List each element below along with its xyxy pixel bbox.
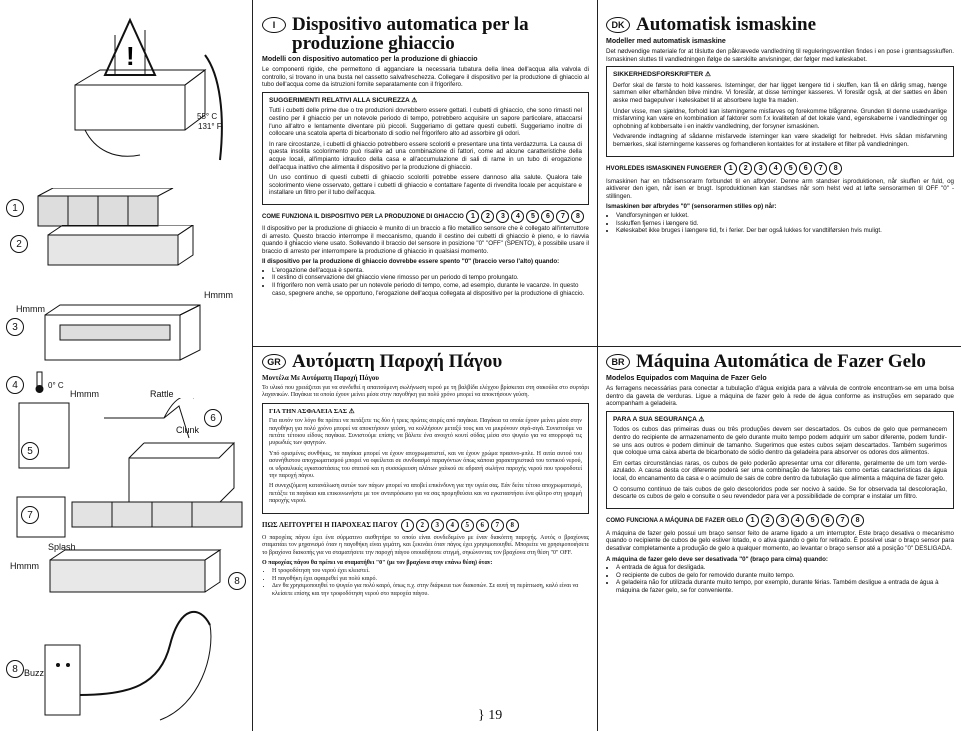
danish-intro: Det nødvendige materiale for at tilslutte den påkrævede vandledning til reguleringsventilen findes i en pose i grøntsagsskuffen. Ismaskinen sluttes til vandledningen ifølge de særskilte anvisninger, der følger med køleskabet.: [606, 48, 954, 63]
italian-language-badge: I: [262, 17, 286, 33]
circle-2: 2: [739, 162, 752, 175]
circle-3: 3: [754, 162, 767, 175]
list-item: • A geladeira não for utilizada durante muito tempo, por exemplo, durante férias. Também desligue a entrada de água à máquina de fazer gelo, se for conveniente.: [616, 579, 954, 594]
hmmm-label-2: Hmmm: [16, 304, 45, 314]
portuguese-safety-p2: Em certas circunstâncias raras, os cubos de gelo poderão apresentar uma cor diferente, geralmente de um tom verde-azulado. A causa desta cor diferente poderá ser uma combinação de fatores tais como certas características da água local, do encanamento da casa e o acúmulo de sais de cobre dentro da tubulação que alimenta a máquina de fazer gelo.: [613, 459, 947, 482]
greek-safety-title: ΓΙΑ ΤΗΝ ΑΣΦΑΛΕΙΑ ΣΑΣ: [269, 407, 348, 415]
icemaker-bin-illustration: [12, 492, 247, 547]
danish-safety-p2: Under visse, men sjældne, forhold kan isterningerne misfarves og forekomme blågrønne. Grunden til denne usædvanlige misfarvning kan være en kombination af faktorer som f.x kvaliteten af det lokale vand, egenskaberne i vandledninger og ophobning af kobbersalte i en inaktiv vandledning, der forsyner ismaskinen.: [613, 107, 947, 130]
list-item: • L'erogazione dell'acqua è spenta.: [272, 267, 589, 275]
warning-icon: ⚠: [411, 96, 418, 104]
portuguese-safety-box: [606, 411, 954, 509]
hmmm-label-3: Hmmm: [70, 389, 99, 399]
svg-text:!: !: [126, 41, 135, 71]
step-1-marker: 1: [6, 199, 24, 217]
divider-right: [597, 0, 598, 731]
portuguese-title-row: [606, 352, 954, 371]
cold-temp: 0° C: [48, 381, 64, 390]
hmmm-label-4: Hmmm: [10, 561, 39, 571]
portuguese-section: [606, 352, 954, 712]
step-2-marker: 2: [10, 235, 28, 253]
danish-step-circles: [723, 162, 842, 175]
step-8-marker-2: 8: [6, 660, 24, 678]
greek-safety-p3: Η συνεχιζόμενη κατανάλωση αυτών των πάγων μπορεί να αποβεί επικίνδυνη για την υγεία σας. Εάν δείτε τέτοιο αποχρωματισμό, πετάξτε τα παγάκια και επικοινωνήστε με τον αντιπρόσωπο για να σας προμηθεύσει και να εγκαταστήσει ένα φίλτρο στη γραμμή παροχής νερού.: [269, 483, 582, 505]
buzz-label: Buzz: [24, 668, 45, 678]
icemaker-tray-illustration-2: [38, 225, 198, 275]
circle-7: 7: [836, 514, 849, 527]
circle-7: 7: [814, 162, 827, 175]
list-item: • Δεν θα χρησιμοποιηθεί το ψυγείο για πολύ καιρό, όπως π.χ. στην διάρκεια των διακοπών. Σε αυτή τη περίπτωση, καλό είναι να κλείσετε επίσης και την τροφοδότηση νερού στο παροχέα πάγου.: [272, 583, 589, 598]
portuguese-safety-p1: Todos os cubos das primeiras duas ou três produções devem ser descartados. Os cubos de gelo que permanecem dentro do recipiente de armazenamento de gelo durante muito tempo podem adquirir um sabor diferente, podem fundir-se uns aos outros e podem diminuir de tamanho. Sugerimos que estes cubos sejam descartados. Também sugerimos que coloque uma caixa aberta de bicarbonato de sódio dentro da geladeira para absorver os odores dos alimentos.: [613, 426, 947, 457]
list-item: • Il frigorifero non verrà usato per un notevole periodo di tempo, come, ad esempio, durante le vacanze. In questo caso, spegnere anche, se opportuno, l'erogazione dell'acqua collegata al dispositivo per la produzione di ghiaccio.: [272, 282, 589, 297]
warning-icon: ⚠: [704, 71, 711, 79]
greek-safety-box: [262, 403, 589, 514]
page-number: [478, 708, 502, 724]
italian-safety-p1: Tutti i cubetti delle prime due o tre produzioni dovrebbero essere gettati. I cubetti di ghiaccio, che sono rimasti nel cestino per il ghiaccio per un notevole periodo di tempo, potrebbero acquisire un sapore particolare, attaccarsi l'uno all'altro e lentamente diventare più piccoli. Suggeriamo di gettare questi cubetti. Suggeriamo inoltre di collocare una scatola aperta di bicarbonato di sodio nel frigorifero alto ad assorbire gli odori.: [269, 107, 582, 138]
greek-safety-p1: Για αυτόν τον λόγο θα πρέπει να πετάξετε τις δύο ή τρεις πρώτες σειρές από παγάκια. Παγάκια τα οποία έχουν μείνει μέσα στην παγοθήκη για πολύ χρόνο μπορεί να αποκτήσουν γεύση, να κολλήσουν μεταξύ τους και να μικρύνουν σιγά-σιγά. Συνιστούμε να πετάτε τέτοιου είδους παγάκια. Συνιστούμε επίσης να βάλετε ένα ανοιχτό κουτί σόδας μέσα στο ψυγείο για να απορροφά τις μυρωδιές των φαγητών.: [269, 418, 582, 447]
greek-step-circles: [400, 519, 519, 532]
illustrations-panel: [0, 0, 252, 731]
list-item: • Η παγοθήκη έχει αφαιρεθεί για πολύ καιρό.: [272, 576, 589, 583]
circle-5: 5: [461, 519, 474, 532]
italian-title-line1: Dispositivo automatica per la: [292, 15, 529, 35]
greek-off-heading: Ο παροχέας πάγου θα πρέπει να σταματήθει "0" (με τον βραχίονα στην επάνω θέση) όταν:: [262, 559, 493, 566]
circle-4: 4: [511, 210, 524, 223]
warning-icon: ⚠: [698, 415, 705, 423]
circle-2: 2: [416, 519, 429, 532]
circle-1: 1: [466, 210, 479, 223]
circle-1: 1: [724, 162, 737, 175]
greek-off-list: [262, 568, 589, 598]
list-item: • Η τροφοδότηση του νερού έχει κλειστεί.: [272, 568, 589, 575]
divider-left: [252, 0, 253, 731]
portuguese-safety-p3: O consumo contínuo de tais cubos de gelo descoloridos pode ser nocivo à saúde. Se for observada tal descoloração, descarte os cubos de gelo e consulte o seu revendedor para ver a possibilidade de comprar e instalar um filtro.: [613, 485, 947, 501]
italian-title: [262, 15, 589, 53]
italian-safety-p3: Un uso continuo di questi cubetti di ghiaccio scoloriti potrebbe essere dannoso alla salute. Qualora tale scolorimento viene osservato, gettare i cubetti di ghiaccio e contattare l'agente di rivendita locale per acquistare e installare un filtro per il tubo dell'acqua.: [269, 174, 582, 197]
circle-7: 7: [491, 519, 504, 532]
circle-5: 5: [526, 210, 539, 223]
greek-language-badge: GR: [262, 354, 286, 370]
circle-2: 2: [761, 514, 774, 527]
list-item: • Il cestino di conservazione del ghiaccio viene rimosso per un periodo di tempo prolungato.: [272, 274, 589, 282]
step-7-marker: 7: [21, 506, 39, 524]
page-number-value: 19: [488, 708, 503, 723]
italian-models-heading: Modelli con dispositivo automatico per la produzione di ghiaccio: [262, 56, 478, 63]
portuguese-title: Máquina Automática de Fazer Gelo: [636, 352, 926, 372]
portuguese-off-heading: A máquina de fazer gelo deve ser desativada "0" (braço para cima) quando:: [606, 555, 828, 563]
warm-temp-f: 131° F: [198, 122, 222, 131]
circle-1: 1: [401, 519, 414, 532]
warning-hot-water-illustration: [55, 15, 245, 170]
portuguese-intro: As ferragens necessárias para conectar a tubulação d'água exigida para a válvula de controle encontram-se em uma bolsa dentro da gaveta de verduras. Ligue a máquina de fazer gelo à rede de água conforme as instruções em separado que acompanham a geladeira.: [606, 385, 954, 408]
circle-1: 1: [746, 514, 759, 527]
circle-4: 4: [791, 514, 804, 527]
circle-4: 4: [446, 519, 459, 532]
greek-section: [262, 352, 589, 712]
italian-safety-p2: In rare circostanze, i cubetti di ghiaccio potrebbero essere scoloriti e presentare una tinta verdazzurra. La causa di questa insolita scolorimento può risalire ad una combinazione di fattori, come ad alcune caratteristiche della acque locali, all'impianto idraulico della casa e all'accumulazione di sali di rame in un tubo di erogazione dell'acqua inattivo che alimenta il dispositivo per la produzione di ghiaccio.: [269, 140, 582, 171]
list-item: • Isskuffen fjernes i længere tid.: [616, 220, 954, 228]
portuguese-off-list: [606, 564, 954, 594]
italian-title-line2: produzione ghiaccio: [292, 33, 455, 54]
danish-how-heading: HVORLEDES ISMASKINEN FUNGERER: [606, 164, 722, 172]
portuguese-safety-title: PARA A SUA SEGURANÇA: [613, 415, 697, 423]
italian-off-list: [262, 267, 589, 297]
danish-safety-box: [606, 66, 954, 156]
danish-safety-p3: Vedvarende indtagning af sådanne misfarvede isterninger kan være skadeligt for helbredet. Hvis sådan misfarvning bemærkes, skal isterningerne kasseres og forhandleren kontaktes for at installere et filter på vandledningen.: [613, 133, 947, 148]
icemaker-tray-illustration-3: [40, 300, 205, 370]
portuguese-language-badge: BR: [606, 354, 630, 370]
circle-5: 5: [784, 162, 797, 175]
circle-8: 8: [571, 210, 584, 223]
greek-intro: Το υλικό που χρειάζεται για να συνδεθεί η απαιτούμενη σωλήνωση νερού με τη βαλβίδα ελέγχου βρίσκεται στη σακούλα στο συρτάρι λαχανικών. Παγάκια τα οποία έχουν μείνει μέσα στην παγοθήκη για πολύ χρόνο μπορεί να αποκτήσουν γεύση.: [262, 385, 589, 399]
danish-off-heading: Ismaskinen bør afbrydes "0" (sensorarmen stilles op) når:: [606, 203, 777, 211]
portuguese-step-circles: [745, 514, 864, 527]
greek-safety-p2: Υπό ορισμένες συνθήκες, τα παγάκια μπορεί να έχουν αποχρωματιστεί, και να έχουν χρώμα πρασινο-μπλε. Η αιτία αυτού του ασυνήθιστου αποχρωματισμού μπορεί να οφείλεται σε συνδυασμό παραγόντων όπως κάποια χαρακτηριστικά του τοπικού νερού, οι υδραυλικές εγκαταστάσεις του σπιτιού και η συσσώρευση αλάτων χαλκού σε αδρανή σωλήνα παροχής νερού που τροφοδοτεί την παροχή πάγου.: [269, 450, 582, 480]
italian-safety-box: [262, 92, 589, 205]
circle-3: 3: [431, 519, 444, 532]
list-item: • Køleskabet ikke bruges i længere tid, fx i ferier. Der bør også lukkes for vandtilførslen hvis muligt.: [616, 227, 954, 235]
greek-title: Αυτόματη Παροχή Πάγου: [292, 352, 503, 372]
italian-safety-title: SUGGERIMENTI RELATIVI ALLA SICUREZZA: [269, 96, 410, 104]
splash-label: Splash: [48, 542, 76, 552]
circle-5: 5: [806, 514, 819, 527]
greek-how-paragraph: Ο παροχέας πάγου έχει ένα σύρματινο αισθητήρα το οποίο είναι συνδεδεμένο με έναν διακόπτη παροχής. Αυτός ο βραχίονας σταματάει τον μηχανισμό όταν η παγοθήκη είναι γεμάτη, και ξεκινάει όταν πάγος έχει χρησιμοποιηθεί. Μπορείτε να χρησιμοποιήσετε το βραχίονα διακοπής για να σταματήσετε την παροχή πάγου οποιαδήποτε στιγμή, σηκώνοντας τον βραχίονα στη θέση "0" OFF.: [262, 534, 589, 556]
circle-6: 6: [799, 162, 812, 175]
danish-language-badge: DK: [606, 17, 630, 33]
circle-8: 8: [506, 519, 519, 532]
greek-how-heading: ΠΩΣ ΛΕΙΤΟΥΡΓΕΙ Η ΠΑΡΟΧΕΑΣ ΠΑΓΟΥ: [262, 520, 398, 529]
water-valve-illustration: [40, 595, 220, 725]
portuguese-how-heading: COMO FUNCIONA A MÁQUINA DE FAZER GELO: [606, 517, 744, 524]
italian-off-heading: Il dispositivo per la produzione di ghiaccio dovrebbe essere spento "0" (braccio verso l'alto) quando:: [262, 258, 560, 266]
greek-title-row: [262, 352, 589, 371]
greek-models-heading: Μοντέλα Με Αυτόματη Παροχή Πάγου: [262, 374, 379, 382]
list-item: • A entrada de água for desligada.: [616, 564, 954, 572]
italian-section: [262, 15, 589, 340]
circle-8: 8: [829, 162, 842, 175]
list-item: • Vandforsyningen er lukket.: [616, 212, 954, 220]
danish-safety-title: SIKKERHEDSFORSKRIFTER: [613, 71, 704, 79]
step-8-marker: 8: [228, 572, 246, 590]
divider-middle-horizontal: [252, 346, 961, 347]
italian-how-paragraph: Il dispositivo per la produzione di ghiaccio è munito di un braccio a filo metallico sensore che è collegato all'interruttore di arresto. Questo braccio interrompe il meccanismo, quando il cestino dei cubetti di ghiaccio è pieno, e lo riavvia quando il ghiaccio viene usato. Sollevando il braccio del sensore in posizione "0" "OFF" (SPENTO), è possibile usare il braccio di arresto per interrompere la produzione di ghiaccio in qualsiasi momento.: [262, 224, 589, 255]
circle-7: 7: [556, 210, 569, 223]
circle-3: 3: [496, 210, 509, 223]
hmmm-label-1: Hmmm: [204, 290, 233, 300]
step-4-marker: 4: [6, 376, 24, 394]
circle-4: 4: [769, 162, 782, 175]
italian-step-circles: [465, 210, 584, 223]
circle-6: 6: [821, 514, 834, 527]
danish-safety-p1: Derfor skal de første to hold kasseres. Isterninger, der har ligget længere tid i skuffen, kan få en dårlig smag, hænge sammen eller efterhånden blive mindre. Vi foreslår, at disse terninger kasseres. Vi foreslår også, at der sættes en åben æske med bagepulver i køleskabet til at absorbere lugte fra maden.: [613, 81, 947, 104]
step-6-marker: 6: [204, 409, 222, 427]
danish-off-list: [606, 212, 954, 235]
step-3-marker: 3: [6, 318, 24, 336]
warm-temp-c: 55° C: [197, 112, 218, 121]
circle-8: 8: [851, 514, 864, 527]
danish-title-row: [606, 15, 954, 34]
clunk-label: Clunk: [176, 425, 200, 435]
circle-3: 3: [776, 514, 789, 527]
page-bracket: }: [478, 708, 485, 723]
circle-6: 6: [476, 519, 489, 532]
step-5-marker: 5: [21, 442, 39, 460]
danish-models-heading: Modeller med automatisk ismaskine: [606, 38, 726, 45]
danish-title: Automatisk ismaskine: [636, 15, 816, 35]
portuguese-how-paragraph: A máquina de fazer gelo possui um braço sensor feito de arame ligado a um interruptor. Este braço desativa o mecanismo quando o recipiente de cubos de gelo estiver lotado, e o ativa quando o gelo for retirado. É possível usar o braço sensor para desativar completamente a produção de gelo a qualquer momento, ao levantar o braço sensor até a posição "0" DESLIGADA.: [606, 529, 954, 552]
warning-icon: ⚠: [348, 407, 355, 415]
list-item: • O recipiente de cubos de gelo for removido durante muito tempo.: [616, 572, 954, 580]
danish-section: [606, 15, 954, 340]
circle-2: 2: [481, 210, 494, 223]
italian-intro: Le componenti rigide, che permettono di agganciare la necessaria tubatura della linea dell'acqua alla valvola di controllo, si trovano in una busta nel cassetto salvafreschezza. Collegare il dispositivo per la produzione di ghiaccio al tubo dell'acqua come da istruzioni fornite separatamente con il frigorifero.: [262, 66, 589, 89]
rattle-label: Rattle: [150, 389, 174, 399]
danish-how-paragraph: Ismaskinen har en trådsensorarm forbundet til en afbryder. Denne arm standser isproduktionen, når skuffen er fuld, og aktiverer den igen, når isen er brugt. Isproduktionen kan standses når som helst ved at løfte sensorarmen til OFF "0" - stillingen.: [606, 177, 954, 200]
circle-6: 6: [541, 210, 554, 223]
italian-how-heading: COME FUNZIONA IL DISPOSITIVO PER LA PRODUZIONE DI GHIACCIO: [262, 213, 464, 220]
portuguese-models-heading: Modelos Equipados com Maquina de Fazer Gelo: [606, 375, 767, 382]
